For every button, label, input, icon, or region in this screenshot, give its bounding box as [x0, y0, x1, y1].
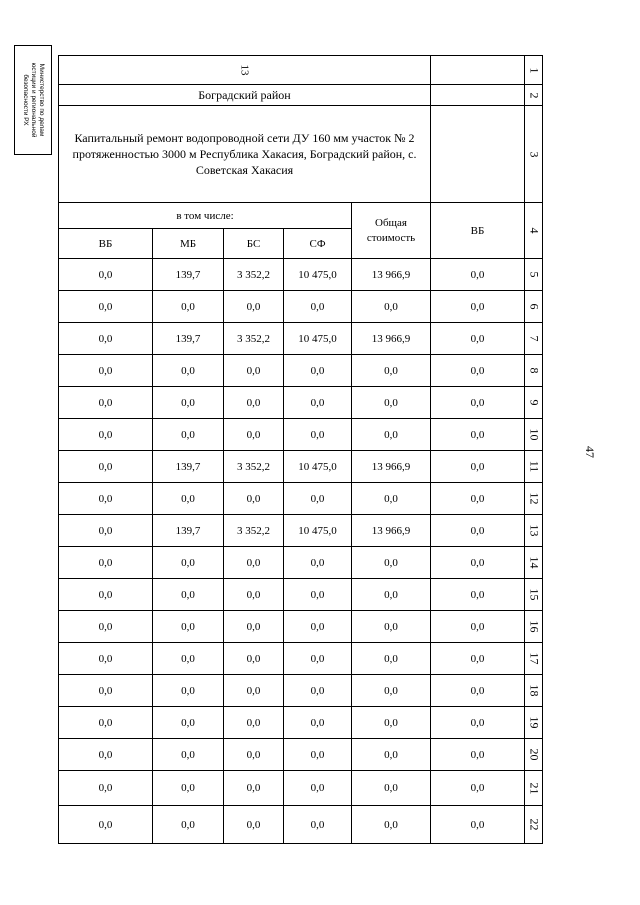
table-row: [59, 515, 543, 547]
row-index: [525, 355, 543, 387]
table-row: [59, 611, 543, 643]
table-row: [59, 451, 543, 483]
row-index-label: 18: [527, 684, 541, 697]
cell-bs: 3 352,2: [224, 515, 284, 547]
row-index-label: 5: [527, 271, 541, 278]
table-row: [59, 291, 543, 323]
cell-vb2: 0,0: [431, 419, 525, 451]
cell-vb2: 0,0: [431, 451, 525, 483]
cell-total: 0,0: [352, 291, 431, 323]
cell-bs: 0,0: [224, 675, 284, 707]
row-index: [525, 643, 543, 675]
row-index: [525, 806, 543, 844]
total-header: [352, 203, 431, 259]
row-index-label: 11: [527, 460, 541, 473]
cell-total: 13 966,9: [352, 451, 431, 483]
table-row: [59, 675, 543, 707]
cell-bs: 0,0: [224, 355, 284, 387]
budget-table: [58, 55, 543, 844]
cell-total: 13 966,9: [352, 515, 431, 547]
cell-bs: 3 352,2: [224, 451, 284, 483]
cell-mb: 0,0: [153, 547, 224, 579]
row-index-3: 3: [525, 106, 543, 203]
cell-total: 0,0: [352, 483, 431, 515]
cell-sf: 0,0: [284, 806, 352, 844]
table-row: [59, 387, 543, 419]
cell-total: 0,0: [352, 611, 431, 643]
table-row: [59, 739, 543, 771]
cell-bs: 0,0: [224, 387, 284, 419]
cell-total: 13 966,9: [352, 259, 431, 291]
total-label: Общая стоимость: [366, 216, 416, 244]
cell-sf: 10 475,0: [284, 323, 352, 355]
cell-total: 0,0: [352, 355, 431, 387]
cell-vb2: 0,0: [431, 675, 525, 707]
cell-mb: 139,7: [153, 515, 224, 547]
empty-cell: [431, 56, 525, 85]
table-row: [59, 259, 543, 291]
table-row: [59, 547, 543, 579]
cell-vb: 0,0: [59, 291, 153, 323]
district-cell: Боградский район: [59, 85, 431, 106]
cell-vb2: 0,0: [431, 515, 525, 547]
page-number: 47: [583, 446, 597, 458]
table-row: [59, 806, 543, 844]
cell-total: 0,0: [352, 643, 431, 675]
ministry-stamp: [14, 45, 52, 155]
row-index-label: 12: [527, 492, 541, 505]
cell-vb: 0,0: [59, 547, 153, 579]
table-row: [59, 419, 543, 451]
header-row-district: [59, 85, 543, 106]
cell-vb2: 0,0: [431, 643, 525, 675]
cell-mb: 0,0: [153, 771, 224, 806]
row-index: [525, 675, 543, 707]
col-header-vb: ВБ: [59, 229, 153, 259]
cell-bs: 0,0: [224, 483, 284, 515]
row-index-label: 17: [527, 652, 541, 665]
row-index-label: 10: [527, 428, 541, 441]
cell-vb2: 0,0: [431, 259, 525, 291]
cell-vb: 0,0: [59, 259, 153, 291]
row-index-label: 15: [527, 588, 541, 601]
col-header-bs: БС: [224, 229, 284, 259]
header-row-project: [59, 106, 543, 203]
row-index: [525, 419, 543, 451]
cell-vb2: 0,0: [431, 387, 525, 419]
row-index-label: 7: [527, 335, 541, 342]
cell-mb: 0,0: [153, 483, 224, 515]
cell-sf: 0,0: [284, 579, 352, 611]
table-row: [59, 483, 543, 515]
cell-vb: 0,0: [59, 387, 153, 419]
row-index-label: 8: [527, 367, 541, 374]
cell-mb: 0,0: [153, 675, 224, 707]
cell-total: 0,0: [352, 739, 431, 771]
column-number-cell: [59, 56, 431, 85]
cell-vb: 0,0: [59, 515, 153, 547]
row-index: [525, 323, 543, 355]
project-cell: Капитальный ремонт водопроводной сети ДУ 160 мм участок № 2 протяженностью 3000 м Республика Хакасия, Боградский район, с. Советская Хакасия: [59, 106, 431, 203]
cell-vb: 0,0: [59, 323, 153, 355]
cell-bs: 0,0: [224, 547, 284, 579]
cell-mb: 0,0: [153, 739, 224, 771]
cell-vb: 0,0: [59, 707, 153, 739]
cell-vb2: 0,0: [431, 707, 525, 739]
cell-vb: 0,0: [59, 675, 153, 707]
empty-cell: [431, 106, 525, 203]
row-index: [525, 515, 543, 547]
row-index: [525, 259, 543, 291]
cell-sf: 0,0: [284, 483, 352, 515]
cell-bs: 0,0: [224, 707, 284, 739]
cell-total: 0,0: [352, 579, 431, 611]
table-row: [59, 323, 543, 355]
row-index-label: 9: [527, 399, 541, 406]
row-index: [525, 483, 543, 515]
cell-sf: 0,0: [284, 675, 352, 707]
cell-sf: 10 475,0: [284, 259, 352, 291]
cell-mb: 0,0: [153, 291, 224, 323]
table-row: [59, 579, 543, 611]
cell-bs: 0,0: [224, 771, 284, 806]
row-index-4: 4: [525, 203, 543, 259]
cell-sf: 0,0: [284, 739, 352, 771]
cell-sf: 10 475,0: [284, 515, 352, 547]
row-index-label: 16: [527, 620, 541, 633]
col-header-sf: СФ: [284, 229, 352, 259]
cell-vb: 0,0: [59, 806, 153, 844]
cell-mb: 0,0: [153, 643, 224, 675]
row-index: [525, 739, 543, 771]
cell-sf: 0,0: [284, 611, 352, 643]
cell-vb: 0,0: [59, 611, 153, 643]
cell-total: 0,0: [352, 675, 431, 707]
cell-vb2: 0,0: [431, 323, 525, 355]
row-index: [525, 579, 543, 611]
cell-bs: 3 352,2: [224, 323, 284, 355]
cell-bs: 0,0: [224, 291, 284, 323]
row-index: [525, 771, 543, 806]
col-header-mb: МБ: [153, 229, 224, 259]
cell-vb: 0,0: [59, 739, 153, 771]
row-index-1: 1: [525, 56, 543, 85]
table-row: [59, 771, 543, 806]
cell-bs: 0,0: [224, 611, 284, 643]
table-row: [59, 643, 543, 675]
in-total-cell: в том числе:: [59, 203, 352, 229]
cell-total: 0,0: [352, 771, 431, 806]
cell-mb: 139,7: [153, 451, 224, 483]
cell-bs: 3 352,2: [224, 259, 284, 291]
cell-total: 0,0: [352, 387, 431, 419]
cell-mb: 139,7: [153, 259, 224, 291]
cell-vb: 0,0: [59, 419, 153, 451]
cell-vb2: 0,0: [431, 611, 525, 643]
cell-mb: 0,0: [153, 707, 224, 739]
cell-bs: 0,0: [224, 806, 284, 844]
cell-mb: 0,0: [153, 611, 224, 643]
cell-sf: 0,0: [284, 771, 352, 806]
cell-vb2: 0,0: [431, 355, 525, 387]
cell-mb: 0,0: [153, 579, 224, 611]
row-index-label: 19: [527, 716, 541, 729]
row-index-label: 14: [527, 556, 541, 569]
row-index-label: 20: [527, 748, 541, 761]
cell-sf: 0,0: [284, 419, 352, 451]
cell-vb: 0,0: [59, 451, 153, 483]
row-index-label: 6: [527, 303, 541, 310]
cell-total: 0,0: [352, 547, 431, 579]
cell-total: 0,0: [352, 707, 431, 739]
cell-vb2: 0,0: [431, 771, 525, 806]
cell-vb2: 0,0: [431, 483, 525, 515]
cell-mb: 139,7: [153, 323, 224, 355]
cell-mb: 0,0: [153, 419, 224, 451]
row-index-label: 21: [527, 782, 541, 794]
cell-vb: 0,0: [59, 579, 153, 611]
cell-vb2: 0,0: [431, 547, 525, 579]
row-index: [525, 451, 543, 483]
cell-sf: 0,0: [284, 291, 352, 323]
cell-total: 0,0: [352, 419, 431, 451]
cell-vb: 0,0: [59, 355, 153, 387]
cell-mb: 0,0: [153, 355, 224, 387]
cell-mb: 0,0: [153, 806, 224, 844]
cell-vb2: 0,0: [431, 806, 525, 844]
cell-sf: 0,0: [284, 355, 352, 387]
stamp-text: Министерство по делам юстиции и региональной безопасности РХ: [22, 62, 45, 138]
cell-bs: 0,0: [224, 739, 284, 771]
empty-cell: [431, 85, 525, 106]
cell-mb: 0,0: [153, 387, 224, 419]
row-index: [525, 387, 543, 419]
cell-total: 13 966,9: [352, 323, 431, 355]
cell-vb2: 0,0: [431, 579, 525, 611]
cell-vb2: 0,0: [431, 739, 525, 771]
cell-vb: 0,0: [59, 771, 153, 806]
col-header-vb2: ВБ: [431, 203, 525, 259]
cell-vb: 0,0: [59, 643, 153, 675]
cell-total: 0,0: [352, 806, 431, 844]
row-index-label: 13: [527, 524, 541, 537]
cell-sf: 0,0: [284, 707, 352, 739]
cell-bs: 0,0: [224, 643, 284, 675]
column-number: 13: [238, 64, 251, 76]
table-row: [59, 355, 543, 387]
row-index: [525, 707, 543, 739]
cell-bs: 0,0: [224, 579, 284, 611]
cell-vb2: 0,0: [431, 291, 525, 323]
row-index: [525, 611, 543, 643]
row-index: [525, 291, 543, 323]
table-row: [59, 707, 543, 739]
cell-vb: 0,0: [59, 483, 153, 515]
cell-bs: 0,0: [224, 419, 284, 451]
row-index: [525, 547, 543, 579]
cell-sf: 0,0: [284, 547, 352, 579]
cell-sf: 0,0: [284, 643, 352, 675]
header-row-in-total: [59, 203, 543, 229]
cell-sf: 0,0: [284, 387, 352, 419]
cell-sf: 10 475,0: [284, 451, 352, 483]
row-index-label: 22: [527, 818, 541, 831]
header-row-number: [59, 56, 543, 85]
row-index-2: 2: [525, 85, 543, 106]
